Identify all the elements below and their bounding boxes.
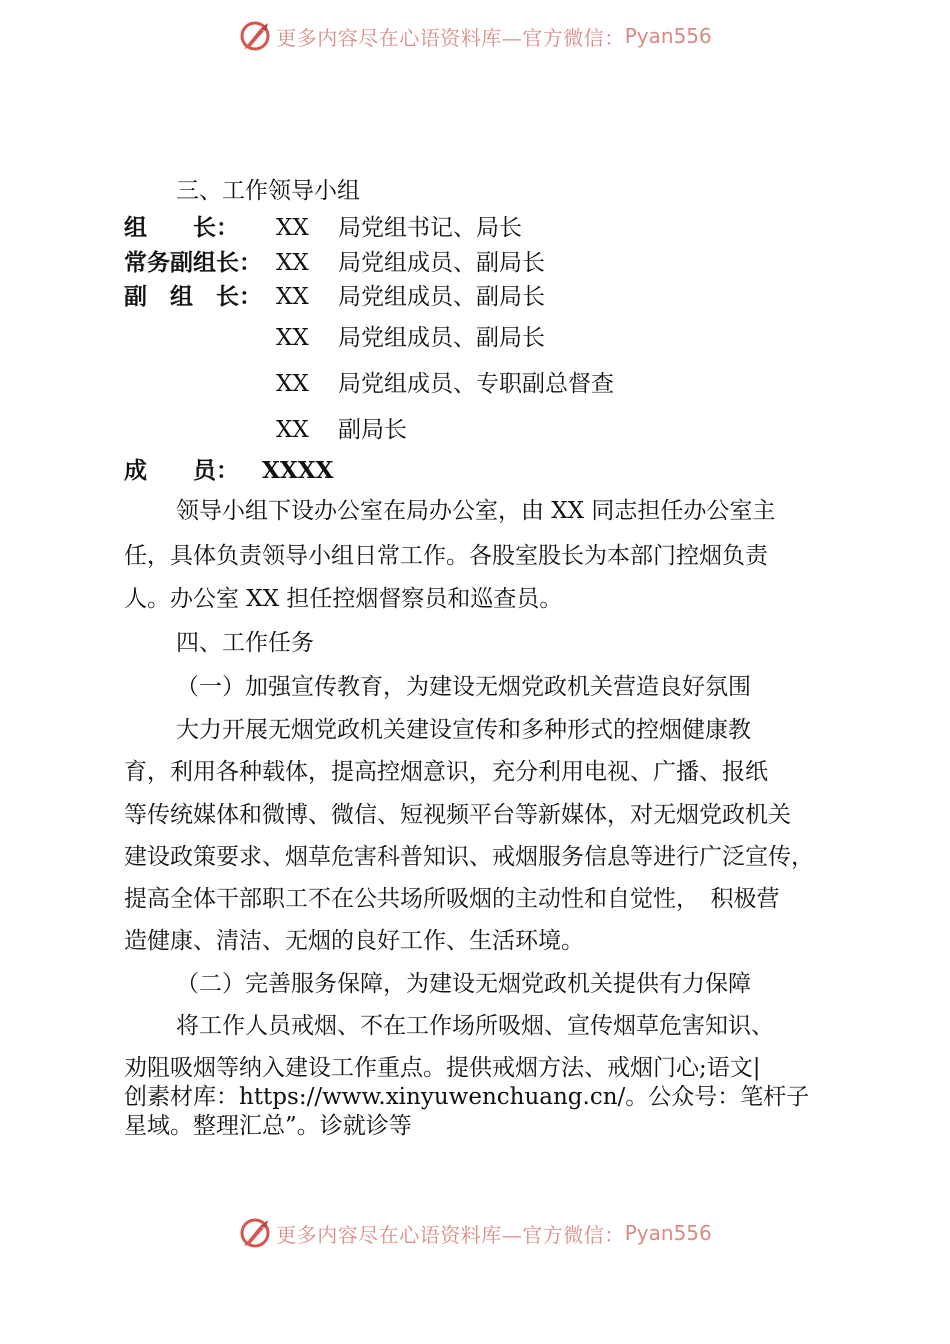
office-paragraph-line: 领导小组下设办公室在局办公室，由 XX 同志担任办公室主 bbox=[176, 498, 776, 524]
deputy-title: 局党组成员、专职副总督查 bbox=[338, 371, 614, 397]
deputy-title: 局党组成员、副局长 bbox=[338, 284, 545, 310]
subsection2-line: 劝阻吸烟等纳入建设工作重点。提供戒烟方法、戒烟门心;语文| bbox=[124, 1055, 761, 1081]
subsection1-line: 提高全体干部职工不在公共场所吸烟的主动性和自觉性， 积极营 bbox=[124, 886, 780, 912]
deputy-name: XX bbox=[276, 284, 309, 310]
exec-deputy-title: 局党组成员、副局长 bbox=[338, 250, 545, 276]
banner-wechat-id: Pyan556 bbox=[624, 1221, 712, 1245]
footer-banner bbox=[0, 1213, 950, 1253]
deputy-name: XX bbox=[276, 325, 309, 351]
banner-text: 更多内容尽在心语资料库—官方微信： bbox=[276, 25, 625, 50]
banner-wechat-id: Pyan556 bbox=[624, 24, 712, 48]
watermark-overlay-line: 星域。整理汇总”。诊就诊等 bbox=[124, 1113, 412, 1139]
deputy-title: 副局长 bbox=[338, 417, 407, 443]
members-value: XXXX bbox=[262, 457, 334, 484]
exec-deputy-role: 常务副组长： bbox=[124, 250, 262, 276]
subsection1-line: 等传统媒体和微博、微信、短视频平台等新媒体，对无烟党政机关 bbox=[124, 802, 791, 828]
section4-heading: 四、工作任务 bbox=[176, 630, 314, 656]
watermark-overlay-line: 创素材库：https://www.xinyuwenchuang.cn/。公众号：笔杆子 bbox=[124, 1084, 810, 1110]
office-paragraph-line: 任，具体负责领导小组日常工作。各股室股长为本部门控烟负责 bbox=[124, 543, 768, 569]
office-paragraph-line: 人。办公室 XX 担任控烟督察员和巡查员。 bbox=[124, 586, 563, 612]
section3-heading: 三、工作领导小组 bbox=[176, 178, 360, 204]
subsection1-line: 建设政策要求、烟草危害科普知识、戒烟服务信息等进行广泛宣传， bbox=[124, 844, 814, 870]
banner-text: 更多内容尽在心语资料库—官方微信： bbox=[276, 1222, 625, 1247]
deputy-title: 局党组成员、副局长 bbox=[338, 325, 545, 351]
exec-deputy-name: XX bbox=[276, 250, 309, 276]
header-banner bbox=[0, 16, 950, 56]
subsection2-title: （二）完善服务保障，为建设无烟党政机关提供有力保障 bbox=[176, 971, 751, 997]
members-role: 成 员： bbox=[124, 458, 239, 484]
leader-name: XX bbox=[276, 215, 309, 241]
subsection2-line: 将工作人员戒烟、不在工作场所吸烟、宣传烟草危害知识、 bbox=[176, 1013, 774, 1039]
deputy-name: XX bbox=[276, 417, 309, 443]
subsection1-title: （一）加强宣传教育，为建设无烟党政机关营造良好氛围 bbox=[176, 674, 751, 700]
deputy-name: XX bbox=[276, 371, 309, 397]
subsection1-line: 育，利用各种载体，提高控烟意识，充分利用电视、广播、报纸 bbox=[124, 759, 768, 785]
deputies-role: 副 组 长： bbox=[124, 284, 262, 310]
subsection1-line: 造健康、清洁、无烟的良好工作、生活环境。 bbox=[124, 928, 584, 954]
quill-logo-icon bbox=[238, 1216, 272, 1250]
quill-logo-icon bbox=[238, 19, 272, 53]
leader-title: 局党组书记、局长 bbox=[338, 215, 522, 241]
subsection1-line: 大力开展无烟党政机关建设宣传和多种形式的控烟健康教 bbox=[176, 717, 751, 743]
leader-role: 组 长： bbox=[124, 215, 239, 241]
